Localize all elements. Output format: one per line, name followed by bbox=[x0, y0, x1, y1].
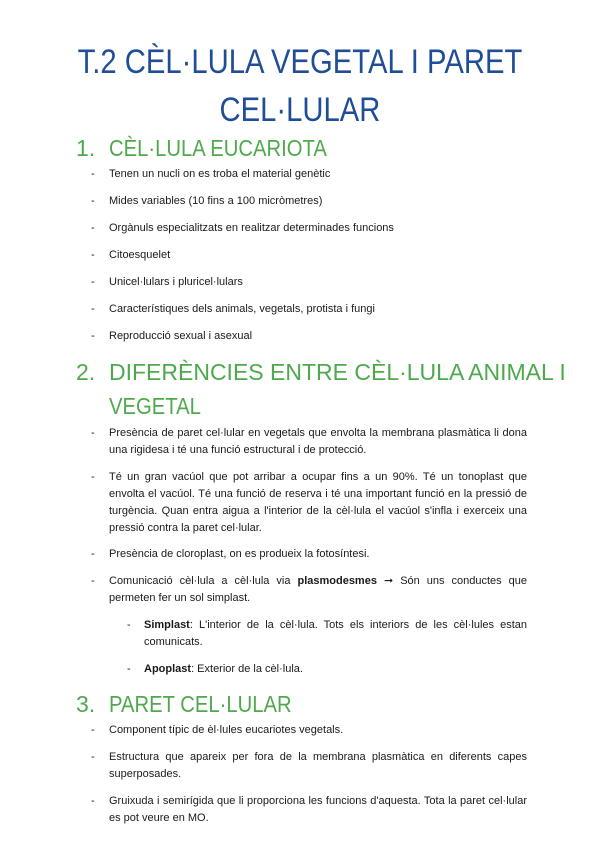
title-line-1: T.2 CÈL·LULA VEGETAL I PARET bbox=[77, 43, 523, 81]
bullet-dash: - bbox=[91, 575, 95, 587]
bullet-dash: - bbox=[91, 548, 95, 560]
section-number: 3. bbox=[76, 691, 96, 717]
bullet-dash: - bbox=[91, 751, 95, 763]
section-number: 1. bbox=[76, 135, 96, 161]
bullet-dash: - bbox=[91, 427, 95, 439]
section-2-heading bbox=[76, 356, 566, 420]
bullet-dash: - bbox=[91, 276, 95, 288]
bullet-dash: - bbox=[91, 168, 95, 180]
bullet-dash: - bbox=[91, 330, 95, 342]
plasmodesmes-term: plasmodesmes bbox=[297, 575, 377, 587]
section-title: PARET CEL·LULAR bbox=[109, 691, 292, 717]
bullet-dash: - bbox=[91, 795, 95, 807]
bullet-dash: - bbox=[127, 619, 131, 631]
title-line-2: CEL·LULAR bbox=[219, 91, 381, 129]
apoplast-term: Apoplast bbox=[144, 663, 192, 675]
section-title-line-1: DIFERÈNCIES ENTRE CÈL·LULA ANIMAL I bbox=[109, 359, 566, 385]
section-title: CÈL·LULA EUCARIOTA bbox=[109, 135, 327, 161]
bullet-dash: - bbox=[91, 471, 95, 483]
bullet-dash: - bbox=[91, 724, 95, 736]
section-title-line-2: VEGETAL bbox=[109, 393, 201, 419]
section-number: 2. bbox=[76, 359, 96, 385]
arrow-icon: ➞ bbox=[383, 575, 394, 587]
bullet-dash: - bbox=[91, 249, 95, 261]
bullet-dash: - bbox=[91, 195, 95, 207]
simplast-term: Simplast bbox=[144, 619, 190, 631]
page-title bbox=[40, 38, 560, 134]
bullet-dash: - bbox=[127, 663, 131, 675]
bullet-dash: - bbox=[91, 222, 95, 234]
bullet-dash: - bbox=[91, 303, 95, 315]
